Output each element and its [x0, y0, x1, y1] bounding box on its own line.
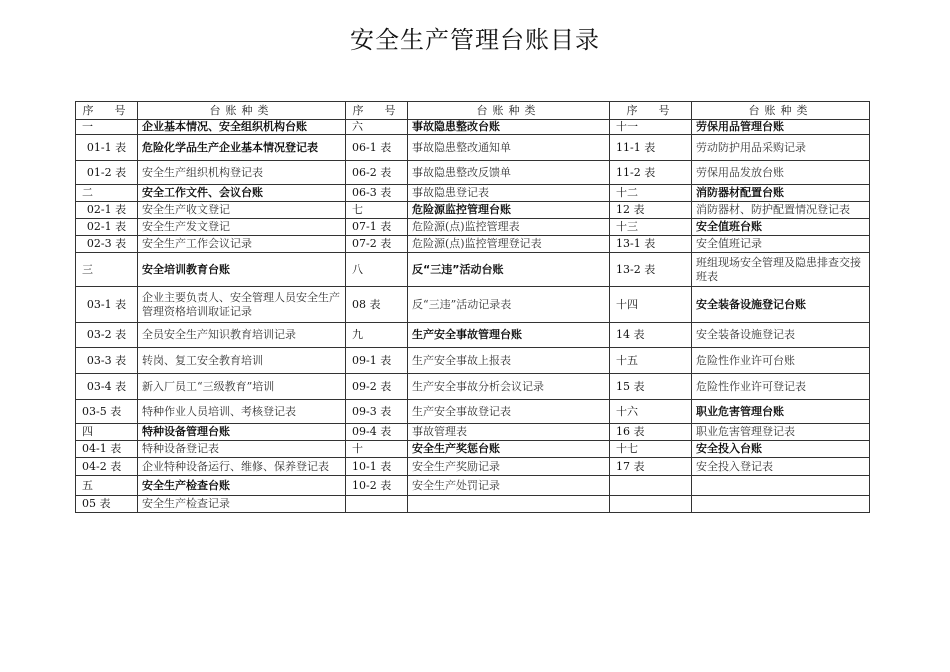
row-number-cell: 四 [76, 424, 138, 441]
row-number-cell: 13-2 表 [610, 253, 692, 287]
row-number-cell: 03-1 表 [76, 287, 138, 323]
table-row [76, 185, 870, 202]
ledger-type-cell: 安全生产工作会议记录 [138, 236, 346, 253]
table-row [76, 253, 870, 287]
row-number-cell: 九 [346, 323, 408, 348]
ledger-type-cell: 危险源(点)监控管理表 [408, 219, 610, 236]
row-number-cell: 十六 [610, 400, 692, 424]
ledger-type-cell: 安全投入登记表 [692, 458, 870, 476]
ledger-type-cell: 安全值班记录 [692, 236, 870, 253]
row-number-cell: 03-4 表 [76, 374, 138, 400]
ledger-type-cell: 危险化学品生产企业基本情况登记表 [138, 135, 346, 161]
row-number-cell: 01-1 表 [76, 135, 138, 161]
ledger-type-cell: 劳保用品管理台账 [692, 120, 870, 135]
ledger-type-cell: 安全生产处罚记录 [408, 476, 610, 496]
row-number-cell: 06-3 表 [346, 185, 408, 202]
ledger-type-cell: 职业危害管理台账 [692, 400, 870, 424]
row-number-cell: 十三 [610, 219, 692, 236]
row-number-cell: 三 [76, 253, 138, 287]
ledger-type-cell: 安全生产发文登记 [138, 219, 346, 236]
ledger-type-cell: 劳动防护用品采购记录 [692, 135, 870, 161]
row-number-cell: 06-1 表 [346, 135, 408, 161]
row-number-cell: 09-4 表 [346, 424, 408, 441]
ledger-type-cell: 安全装备设施登记表 [692, 323, 870, 348]
row-number-cell: 09-3 表 [346, 400, 408, 424]
row-number-cell: 十四 [610, 287, 692, 323]
ledger-type-cell: 反“三违”活动记录表 [408, 287, 610, 323]
table-row [76, 120, 870, 135]
ledger-type-cell: 班组现场安全管理及隐患排查交接班表 [692, 253, 870, 287]
table-row [76, 458, 870, 476]
ledger-type-cell: 安全工作文件、会议台账 [138, 185, 346, 202]
header-no-3: 序 号 [610, 102, 692, 120]
row-number-cell: 十一 [610, 120, 692, 135]
row-number-cell: 十五 [610, 348, 692, 374]
row-number-cell: 01-2 表 [76, 161, 138, 185]
ledger-type-cell: 消防器材、防护配置情况登记表 [692, 202, 870, 219]
ledger-type-cell: 安全培训教育台账 [138, 253, 346, 287]
ledger-type-cell: 反“三违”活动台账 [408, 253, 610, 287]
ledger-type-cell: 危险性作业许可台账 [692, 348, 870, 374]
row-number-cell: 十二 [610, 185, 692, 202]
row-number-cell [346, 496, 408, 513]
table-row [76, 202, 870, 219]
row-number-cell: 03-5 表 [76, 400, 138, 424]
ledger-type-cell: 全员安全生产知识教育培训记录 [138, 323, 346, 348]
table-row [76, 348, 870, 374]
ledger-type-cell: 企业特种设备运行、维修、保养登记表 [138, 458, 346, 476]
row-number-cell: 15 表 [610, 374, 692, 400]
row-number-cell: 07-2 表 [346, 236, 408, 253]
ledger-type-cell: 安全生产奖励记录 [408, 458, 610, 476]
ledger-type-cell: 安全生产奖惩台账 [408, 441, 610, 458]
row-number-cell: 16 表 [610, 424, 692, 441]
row-number-cell: 一 [76, 120, 138, 135]
ledger-type-cell: 危险性作业许可登记表 [692, 374, 870, 400]
row-number-cell: 十七 [610, 441, 692, 458]
ledger-type-cell: 安全装备设施登记台账 [692, 287, 870, 323]
table-row [76, 161, 870, 185]
row-number-cell: 10-2 表 [346, 476, 408, 496]
table-row [76, 476, 870, 496]
table-body [76, 120, 870, 513]
ledger-type-cell: 事故管理表 [408, 424, 610, 441]
ledger-type-cell: 劳保用品发放台账 [692, 161, 870, 185]
row-number-cell: 09-1 表 [346, 348, 408, 374]
row-number-cell: 09-2 表 [346, 374, 408, 400]
ledger-type-cell [692, 476, 870, 496]
ledger-type-cell: 安全值班台账 [692, 219, 870, 236]
ledger-type-cell: 生产安全事故分析会议记录 [408, 374, 610, 400]
ledger-type-cell: 安全投入台账 [692, 441, 870, 458]
row-number-cell: 六 [346, 120, 408, 135]
ledger-type-cell: 生产安全事故管理台账 [408, 323, 610, 348]
row-number-cell: 八 [346, 253, 408, 287]
ledger-type-cell: 消防器材配置台账 [692, 185, 870, 202]
row-number-cell [610, 476, 692, 496]
row-number-cell: 11-1 表 [610, 135, 692, 161]
row-number-cell: 11-2 表 [610, 161, 692, 185]
ledger-type-cell: 事故隐患整改反馈单 [408, 161, 610, 185]
row-number-cell: 04-1 表 [76, 441, 138, 458]
ledger-type-cell: 安全生产组织机构登记表 [138, 161, 346, 185]
page-title: 安全生产管理台账目录 [350, 26, 600, 54]
ledger-type-cell: 企业基本情况、安全组织机构台账 [138, 120, 346, 135]
header-type-2: 台账种类 [408, 102, 610, 120]
row-number-cell: 02-1 表 [76, 202, 138, 219]
row-number-cell: 十 [346, 441, 408, 458]
row-number-cell: 05 表 [76, 496, 138, 513]
ledger-type-cell: 安全生产收文登记 [138, 202, 346, 219]
row-number-cell [610, 496, 692, 513]
ledger-type-cell: 职业危害管理登记表 [692, 424, 870, 441]
row-number-cell: 五 [76, 476, 138, 496]
ledger-type-cell: 安全生产检查记录 [138, 496, 346, 513]
ledger-type-cell: 事故隐患整改通知单 [408, 135, 610, 161]
ledger-type-cell: 事故隐患整改台账 [408, 120, 610, 135]
row-number-cell: 12 表 [610, 202, 692, 219]
ledger-type-cell: 生产安全事故登记表 [408, 400, 610, 424]
table-row [76, 135, 870, 161]
table-row [76, 400, 870, 424]
ledger-type-cell [408, 496, 610, 513]
row-number-cell: 03-3 表 [76, 348, 138, 374]
ledger-type-cell: 新入厂员工“三级教育”培训 [138, 374, 346, 400]
table-row [76, 441, 870, 458]
row-number-cell: 二 [76, 185, 138, 202]
ledger-type-cell: 企业主要负责人、安全管理人员安全生产管理资格培训取证记录 [138, 287, 346, 323]
row-number-cell: 02-3 表 [76, 236, 138, 253]
ledger-catalog-table [75, 101, 870, 513]
row-number-cell: 14 表 [610, 323, 692, 348]
row-number-cell: 08 表 [346, 287, 408, 323]
ledger-type-cell: 转岗、复工安全教育培训 [138, 348, 346, 374]
ledger-type-cell: 生产安全事故上报表 [408, 348, 610, 374]
row-number-cell: 02-1 表 [76, 219, 138, 236]
row-number-cell: 04-2 表 [76, 458, 138, 476]
row-number-cell: 03-2 表 [76, 323, 138, 348]
table-row [76, 496, 870, 513]
row-number-cell: 10-1 表 [346, 458, 408, 476]
table-row [76, 219, 870, 236]
row-number-cell: 07-1 表 [346, 219, 408, 236]
row-number-cell: 06-2 表 [346, 161, 408, 185]
ledger-type-cell: 特种设备管理台账 [138, 424, 346, 441]
ledger-type-cell: 事故隐患登记表 [408, 185, 610, 202]
header-type-1: 台账种类 [138, 102, 346, 120]
table-row [76, 424, 870, 441]
ledger-type-cell: 危险源(点)监控管理登记表 [408, 236, 610, 253]
row-number-cell: 17 表 [610, 458, 692, 476]
ledger-type-cell: 危险源监控管理台账 [408, 202, 610, 219]
row-number-cell: 七 [346, 202, 408, 219]
table-row [76, 287, 870, 323]
ledger-type-cell: 安全生产检查台账 [138, 476, 346, 496]
row-number-cell: 13-1 表 [610, 236, 692, 253]
header-no-2: 序 号 [346, 102, 408, 120]
table-row [76, 236, 870, 253]
table-row [76, 374, 870, 400]
table-row [76, 323, 870, 348]
header-row [76, 102, 870, 120]
ledger-type-cell [692, 496, 870, 513]
header-no-1: 序 号 [76, 102, 138, 120]
header-type-3: 台账种类 [692, 102, 870, 120]
ledger-type-cell: 特种作业人员培训、考核登记表 [138, 400, 346, 424]
ledger-type-cell: 特种设备登记表 [138, 441, 346, 458]
